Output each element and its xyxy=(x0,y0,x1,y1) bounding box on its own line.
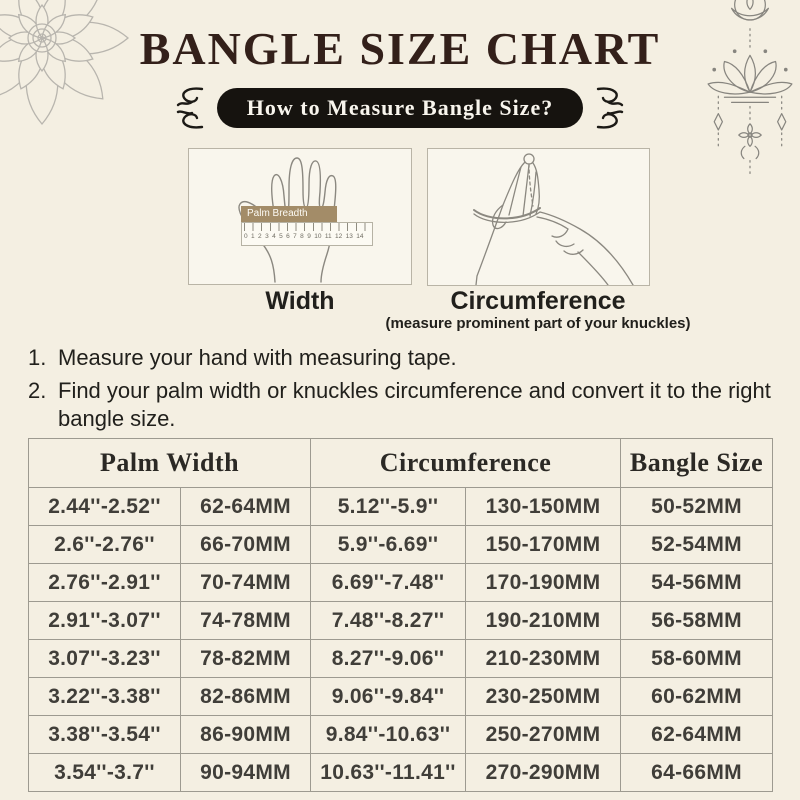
circumference-caption-text: Circumference xyxy=(450,287,626,315)
table-row xyxy=(29,754,773,792)
instruction-number: 2. xyxy=(28,378,47,403)
header-circumference: Circumference xyxy=(311,439,621,488)
cell: 66-70MM xyxy=(181,526,311,564)
bangle-size-table xyxy=(28,438,773,792)
flourish-right-icon xyxy=(595,86,631,130)
cell: 10.63''-11.41'' xyxy=(311,754,466,792)
cell: 62-64MM xyxy=(181,488,311,526)
cell: 170-190MM xyxy=(466,564,621,602)
flourish-left-icon xyxy=(169,86,205,130)
cell: 2.76''-2.91'' xyxy=(29,564,181,602)
cell: 2.6''-2.76'' xyxy=(29,526,181,564)
table-row xyxy=(29,678,773,716)
instructions xyxy=(28,344,776,438)
ruler-numbers: 0 1 2 3 4 5 6 7 8 9 10 11 12 13 14 xyxy=(244,233,364,240)
cell: 9.06''-9.84'' xyxy=(311,678,466,716)
ruler-ticks xyxy=(244,223,370,231)
cell: 60-62MM xyxy=(621,678,773,716)
table-row xyxy=(29,602,773,640)
cell: 62-64MM xyxy=(621,716,773,754)
table-row xyxy=(29,488,773,526)
cell: 8.27''-9.06'' xyxy=(311,640,466,678)
cell: 86-90MM xyxy=(181,716,311,754)
cell: 9.84''-10.63'' xyxy=(311,716,466,754)
cell: 230-250MM xyxy=(466,678,621,716)
badge-row xyxy=(0,86,800,130)
cell: 52-54MM xyxy=(621,526,773,564)
table-header-row xyxy=(29,439,773,488)
cell: 70-74MM xyxy=(181,564,311,602)
cell: 78-82MM xyxy=(181,640,311,678)
cell: 58-60MM xyxy=(621,640,773,678)
cell: 7.48''-8.27'' xyxy=(311,602,466,640)
cell: 56-58MM xyxy=(621,602,773,640)
cell: 130-150MM xyxy=(466,488,621,526)
cell: 3.07''-3.23'' xyxy=(29,640,181,678)
circumference-caption xyxy=(378,288,698,332)
circumference-note: (measure prominent part of your knuckles) xyxy=(385,315,691,332)
width-caption-text: Width xyxy=(265,287,335,315)
ruler-icon xyxy=(241,222,373,246)
how-to-measure-badge: How to Measure Bangle Size? xyxy=(217,88,583,128)
cell: 54-56MM xyxy=(621,564,773,602)
cell: 74-78MM xyxy=(181,602,311,640)
palm-breadth-label: Palm Breadth xyxy=(241,206,337,222)
measuring-hand-icon xyxy=(428,149,649,285)
cell: 2.91''-3.07'' xyxy=(29,602,181,640)
hand-width-illustration xyxy=(188,148,412,285)
table-row xyxy=(29,526,773,564)
instruction-number: 1. xyxy=(28,345,47,370)
instruction-text: Find your palm width or knuckles circumference and convert it to the right bangle size. xyxy=(58,378,771,431)
instruction-text: Measure your hand with measuring tape. xyxy=(58,345,457,370)
cell: 5.12''-5.9'' xyxy=(311,488,466,526)
cell: 6.69''-7.48'' xyxy=(311,564,466,602)
instruction-item xyxy=(28,377,776,433)
table-row xyxy=(29,640,773,678)
cell: 210-230MM xyxy=(466,640,621,678)
cell: 3.54''-3.7'' xyxy=(29,754,181,792)
cell: 2.44''-2.52'' xyxy=(29,488,181,526)
cell: 250-270MM xyxy=(466,716,621,754)
header-palm-width: Palm Width xyxy=(29,439,311,488)
cell: 5.9''-6.69'' xyxy=(311,526,466,564)
table-row xyxy=(29,564,773,602)
cell: 82-86MM xyxy=(181,678,311,716)
cell: 50-52MM xyxy=(621,488,773,526)
table-row xyxy=(29,716,773,754)
page-title: BANGLE SIZE CHART xyxy=(139,23,661,74)
hand-circumference-illustration xyxy=(427,148,650,286)
cell: 190-210MM xyxy=(466,602,621,640)
instruction-item xyxy=(28,344,776,372)
cell: 90-94MM xyxy=(181,754,311,792)
cell: 3.22''-3.38'' xyxy=(29,678,181,716)
cell: 270-290MM xyxy=(466,754,621,792)
cell: 64-66MM xyxy=(621,754,773,792)
header-bangle-size: Bangle Size xyxy=(621,439,773,488)
cell: 150-170MM xyxy=(466,526,621,564)
cell: 3.38''-3.54'' xyxy=(29,716,181,754)
